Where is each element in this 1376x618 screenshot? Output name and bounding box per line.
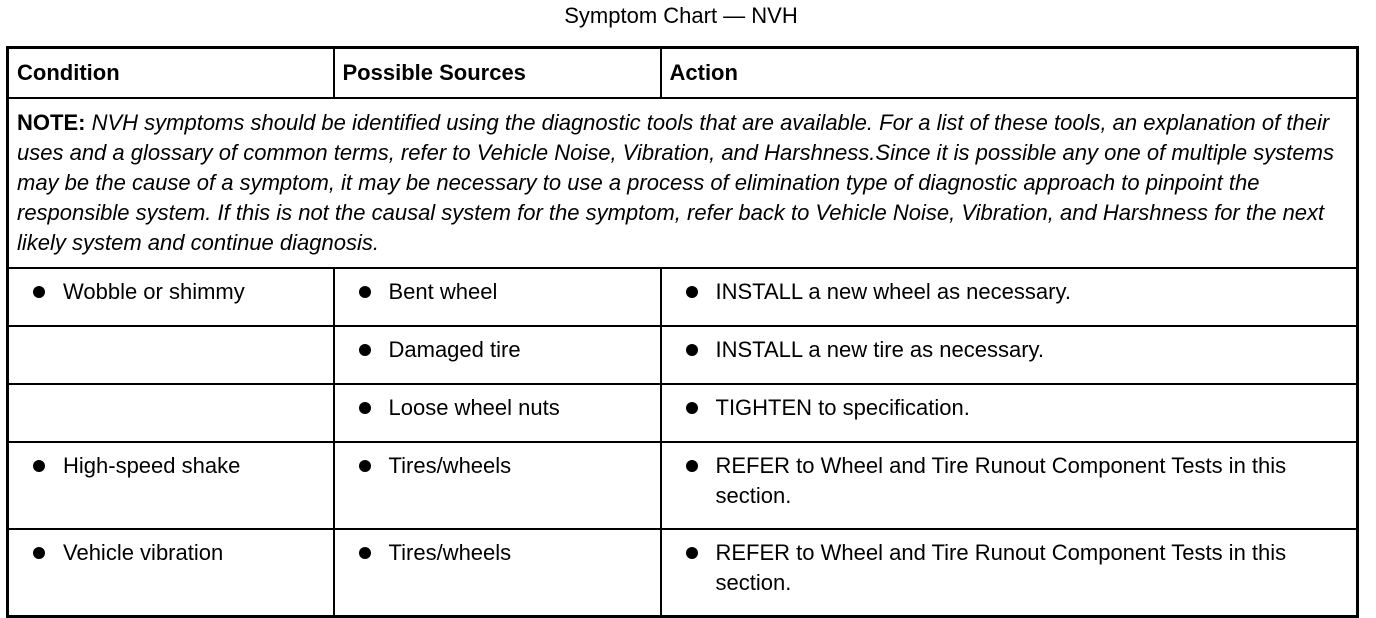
bullet-icon [686, 344, 698, 356]
table-row [8, 268, 1358, 326]
condition-text: Wobble or shimmy [63, 279, 245, 304]
source-cell [334, 529, 661, 617]
source-text: Tires/wheels [388, 540, 512, 565]
note-cell [8, 98, 1358, 268]
action-text: REFER to Wheel and Tire Runout Component Tests in this section. [715, 453, 1287, 508]
possible-sources-header: Possible Sources [334, 48, 661, 99]
bullet-icon [33, 286, 45, 298]
bullet-icon [686, 402, 698, 414]
condition-item [17, 277, 325, 307]
header-row [8, 48, 1358, 99]
chart-title: Symptom Chart — NVH [564, 3, 798, 28]
bullet-icon [33, 460, 45, 472]
action-item [670, 538, 1349, 598]
source-item [343, 538, 652, 568]
table-row [8, 384, 1358, 442]
source-text: Bent wheel [388, 279, 498, 304]
action-cell [661, 326, 1358, 384]
action-cell [661, 529, 1358, 617]
source-cell [334, 326, 661, 384]
action-item [670, 335, 1349, 365]
condition-cell [8, 442, 334, 529]
condition-text: High-speed shake [63, 453, 241, 478]
bullet-icon [359, 402, 371, 414]
action-cell [661, 384, 1358, 442]
action-cell [661, 442, 1358, 529]
source-item [343, 451, 652, 481]
bullet-icon [686, 460, 698, 472]
action-header: Action [661, 48, 1358, 99]
condition-item [17, 451, 325, 481]
action-cell [661, 268, 1358, 326]
action-text: TIGHTEN to specification. [715, 395, 970, 420]
condition-cell [8, 268, 334, 326]
condition-text: Vehicle vibration [63, 540, 224, 565]
action-item [670, 393, 1349, 423]
note-row [8, 98, 1358, 268]
bullet-icon [686, 286, 698, 298]
source-item [343, 393, 652, 423]
action-text: INSTALL a new wheel as necessary. [715, 279, 1071, 304]
condition-header: Condition [8, 48, 334, 99]
note-label: NOTE: [17, 110, 86, 135]
bullet-icon [359, 547, 371, 559]
action-text: REFER to Wheel and Tire Runout Component Tests in this section. [715, 540, 1287, 595]
table-row [8, 442, 1358, 529]
table-row [8, 529, 1358, 617]
condition-cell [8, 384, 334, 442]
note-text: NVH symptoms should be identified using the diagnostic tools that are available. For a list of these tools, an explanation of their uses and a glossary of common terms, refer to Vehicle Noise, Vibration, and Harshness.Since it is possible any one of multiple systems may be the cause of a symptom, it may be necessary to use a process of elimination type of diagnostic approach to pinpoint the responsible system. If this is not the causal system for the symptom, refer back to Vehicle Noise, Vibration, and Harshness for the next likely system and continue diagnosis. [17, 110, 1334, 255]
bullet-icon [686, 547, 698, 559]
action-item [670, 451, 1349, 511]
condition-cell [8, 529, 334, 617]
source-text: Loose wheel nuts [388, 395, 560, 420]
source-cell [334, 442, 661, 529]
bullet-icon [359, 344, 371, 356]
action-text: INSTALL a new tire as necessary. [715, 337, 1045, 362]
condition-item [17, 538, 325, 568]
action-item [670, 277, 1349, 307]
source-text: Tires/wheels [388, 453, 512, 478]
bullet-icon [33, 547, 45, 559]
bullet-icon [359, 286, 371, 298]
source-cell [334, 268, 661, 326]
source-text: Damaged tire [388, 337, 521, 362]
condition-cell [8, 326, 334, 384]
symptom-chart-table [6, 46, 1359, 618]
source-cell [334, 384, 661, 442]
bullet-icon [359, 460, 371, 472]
table-row [8, 326, 1358, 384]
source-item [343, 335, 652, 365]
source-item [343, 277, 652, 307]
